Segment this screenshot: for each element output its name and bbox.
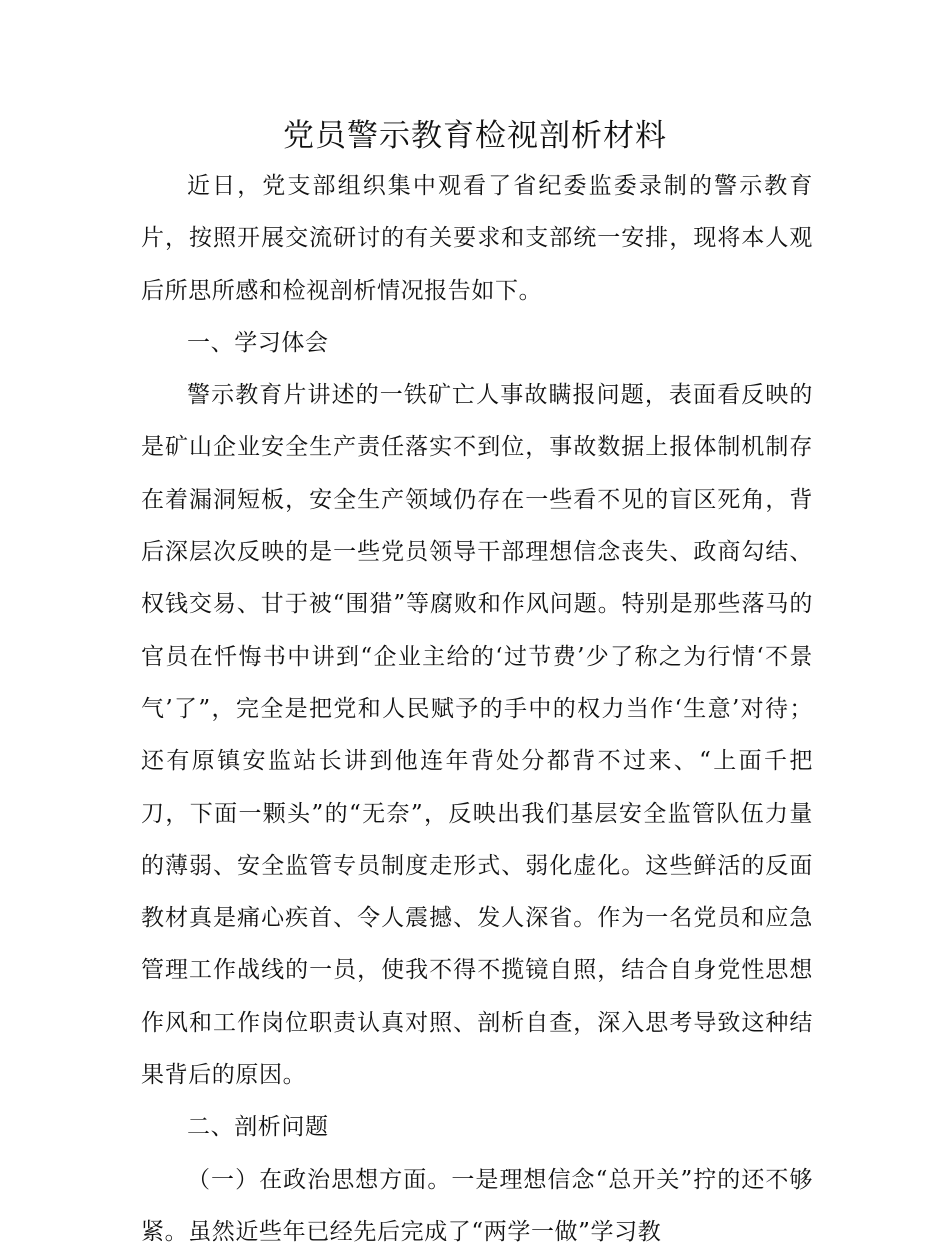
learning-paragraph: 警示教育片讲述的一铁矿亡人事故瞒报问题，表面看反映的是矿山企业安全生产责任落实不到位，事故数据上报体制机制存在着漏洞短板，安全生产领域仍存在一些看不见的盲区死角，背后深层次反映的是一些党员领导干部理想信念丧失、政商勾结、权钱交易、甘于被“围猎”等腐败和作风问题。特别是那些落马的官员在忏悔书中讲到“企业主给的‘过节费’少了称之为行情‘不景气’了”，完全是把党和人民赋予的手中的权力当作‘生意’对待；还有原镇安监站长讲到他连年背处分都背不过来、“上面千把刀，下面一颗头”的“无奈”，反映出我们基层安全监管队伍力量的薄弱、安全监管专员制度走形式、弱化虚化。这些鲜活的反面教材真是痛心疾首、令人震撼、发人深省。作为一名党员和应急管理工作战线的一员，使我不得不揽镜自照，结合自身党性思想作风和工作岗位职责认真对照、剖析自查，深入思考导致这种结果背后的原因。: [141, 382, 813, 1089]
section-heading-problems: 二、剖析问题: [187, 1114, 329, 1141]
political-paragraph: （一）在政治思想方面。一是理想信念“总开关”拧的还不够紧。虽然近些年已经先后完成了“两学一做”学习教: [141, 1166, 813, 1245]
intro-paragraph: 近日，党支部组织集中观看了省纪委监委录制的警示教育片，按照开展交流研讨的有关要求和支部统一安排，现将本人观后所思所感和检视剖析情况报告如下。: [141, 173, 813, 304]
document-body: [141, 160, 813, 1258]
document-title: 党员警示教育检视剖析材料: [283, 118, 667, 154]
section-heading-learning: 一、学习体会: [187, 329, 329, 356]
